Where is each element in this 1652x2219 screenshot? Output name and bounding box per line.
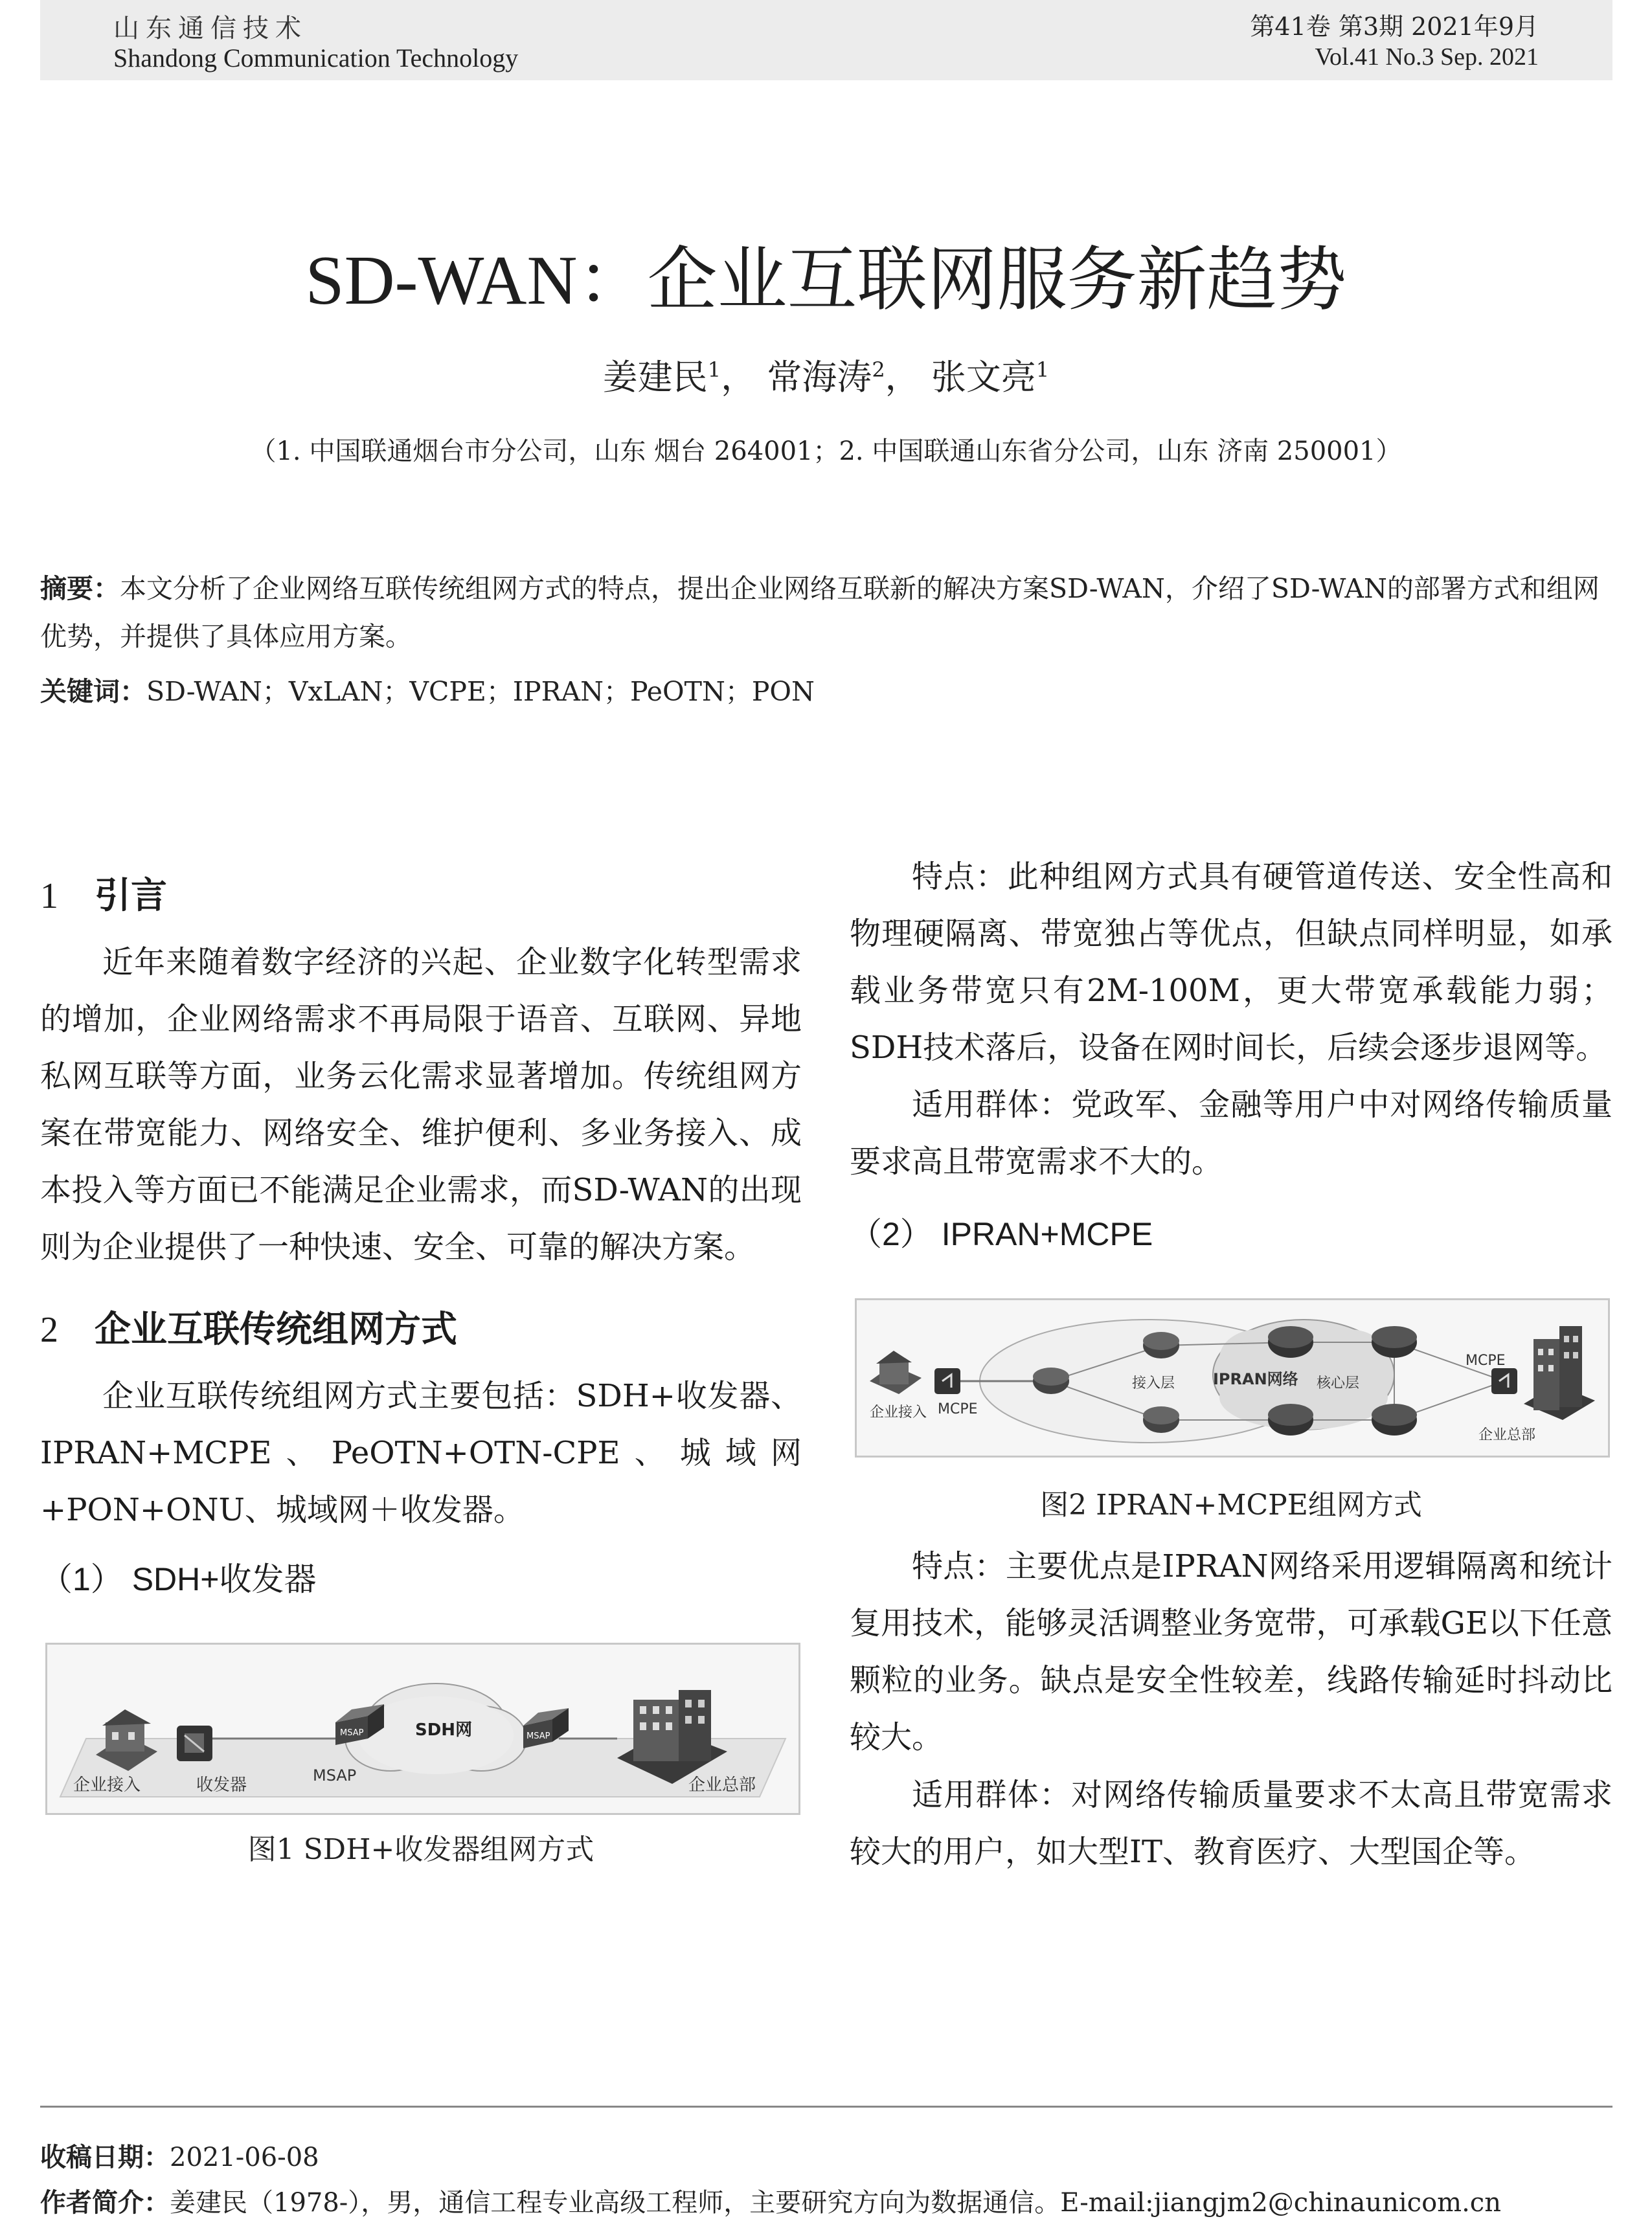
- paragraph: 特点：主要优点是IPRAN网络采用逻辑隔离和统计复用技术，能够灵活调整业务宽带，可承载GE以下任意颗粒的业务。缺点是安全性较差，线路传输延时抖动比较大。: [850, 1548, 1612, 1755]
- figure-2-caption: 图2 IPRAN+MCPE组网方式: [1040, 1489, 1422, 1522]
- author-affil-mark: 1: [1035, 357, 1050, 382]
- router-icon: [1372, 1404, 1417, 1436]
- author-name: 常海涛: [767, 357, 872, 398]
- transceiver-icon: [177, 1726, 212, 1761]
- journal-name-en: Shandong Communication Technology: [113, 43, 519, 73]
- paragraph: 企业互联传统组网方式主要包括：SDH+收发器、IPRAN+MCPE、PeOTN+OTN-CPE、城域网+PON+ONU、城域网＋收发器。: [40, 1378, 802, 1528]
- router-icon: [1372, 1326, 1417, 1358]
- footer-divider: [40, 2106, 1612, 2108]
- author-bio: [40, 2182, 1501, 2219]
- issue-info-en: Vol.41 No.3 Sep. 2021: [1315, 43, 1539, 71]
- fig2-label-ipran-network: IPRAN网络: [1213, 1370, 1298, 1388]
- mcpe-device-icon: [934, 1368, 960, 1394]
- author-separator: ，: [721, 357, 756, 398]
- paper-title: SD-WAN：企业互联网服务新趋势: [305, 242, 1347, 319]
- router-icon: [1033, 1368, 1069, 1394]
- author-list: [0, 350, 1652, 400]
- paragraph: 适用群体：对网络传输质量要求不太高且带宽需求较大的用户，如大型IT、教育医疗、大型国企等。: [850, 1777, 1612, 1870]
- figure-1: [45, 1643, 800, 1815]
- fig2-label-core-layer: 核心层: [1317, 1375, 1360, 1391]
- msap-small-label: MSAP: [526, 1731, 550, 1741]
- msap-small-label: MSAP: [340, 1728, 364, 1738]
- fig1-label-headquarters: 企业总部: [688, 1775, 756, 1795]
- abstract-label: 摘要：: [40, 573, 120, 604]
- author-affil-mark: 1: [707, 357, 721, 382]
- section-number: 2: [40, 1310, 58, 1350]
- bio-label: 作者简介：: [40, 2188, 170, 2218]
- fig1-label-sdh-network: SDH网: [415, 1720, 473, 1740]
- received-label: 收稿日期：: [40, 2143, 170, 2172]
- paragraph: 特点：此种组网方式具有硬管道传送、安全性高和物理硬隔离、带宽独占等优点，但缺点同样明显，如承载业务带宽只有2M-100M，更大带宽承载能力弱；SDH技术落后，设备在网时间长，后续会逐步退网等。: [850, 859, 1612, 1066]
- router-icon: [1268, 1326, 1313, 1358]
- received-date: [40, 2137, 319, 2174]
- section-heading-2: [40, 1301, 802, 1358]
- subsection-heading: （2） IPRAN+MCPE: [850, 1216, 1153, 1252]
- router-icon: [1143, 1406, 1179, 1433]
- abstract-text: 本文分析了企业网络互联传统组网方式的特点，提出企业网络互联新的解决方案SD-WAN，介绍了SD-WAN的部署方式和组网优势，并提供了具体应用方案。: [40, 573, 1600, 652]
- fig2-label-enterprise-access: 企业接入: [870, 1404, 927, 1421]
- fig1-label-transceiver: 收发器: [196, 1775, 247, 1795]
- keywords-text: SD-WAN；VxLAN；VCPE；IPRAN；PeOTN；PON: [146, 676, 815, 707]
- affiliation: （1. 中国联通烟台市分公司，山东 烟台 264001；2. 中国联通山东省分公司，山东 济南 250001）: [250, 436, 1402, 466]
- keywords-label: 关键词：: [40, 676, 146, 707]
- author-separator: ，: [885, 357, 920, 398]
- fig1-label-msap: MSAP: [313, 1766, 357, 1785]
- issue-info-cn: 第41卷 第3期 2021年9月: [1250, 12, 1539, 41]
- section-title: 引言: [95, 875, 167, 917]
- figure-2: [855, 1298, 1610, 1458]
- paragraph: 近年来随着数字经济的兴起、企业数字化转型需求的增加，企业网络需求不再局限于语音、互联网、异地私网互联等方面，业务云化需求显著增加。传统组网方案在带宽能力、网络安全、维护便利、多业务接入、成本投入等方面已不能满足企业需求，而SD-WAN的出现则为企业提供了一种快速、安全、可靠的解决方案。: [40, 944, 802, 1265]
- fig2-label-mcpe-right: MCPE: [1465, 1353, 1506, 1369]
- section-title: 企业互联传统组网方式: [95, 1309, 457, 1351]
- router-icon: [1143, 1332, 1179, 1358]
- bio-text: 姜建民（1978-），男，通信工程专业高级工程师，主要研究方向为数据通信。E-mail:jiangjm2@chinaunicom.cn: [170, 2188, 1501, 2218]
- router-icon: [1268, 1404, 1313, 1436]
- author-name: 张文亮: [931, 357, 1036, 398]
- keywords: [40, 668, 1612, 715]
- received-value: 2021-06-08: [170, 2143, 319, 2172]
- author-affil-mark: 2: [872, 357, 885, 382]
- abstract: [40, 565, 1612, 660]
- mcpe-device-icon: [1491, 1368, 1517, 1394]
- section-number: 1: [40, 876, 58, 916]
- author-name: 姜建民: [602, 357, 708, 398]
- fig1-label-enterprise-access: 企业接入: [73, 1775, 141, 1795]
- figure-1-caption: 图1 SDH+收发器组网方式: [247, 1833, 594, 1866]
- fig2-label-access-layer: 接入层: [1132, 1375, 1175, 1391]
- subsection-heading: （1） SDH+收发器: [40, 1561, 317, 1597]
- section-heading-1: [40, 868, 802, 925]
- fig2-label-headquarters: 企业总部: [1478, 1427, 1536, 1443]
- fig2-label-mcpe-left: MCPE: [938, 1401, 978, 1417]
- journal-name-cn: 山东通信技术: [113, 14, 308, 43]
- paragraph: 适用群体：党政军、金融等用户中对网络传输质量要求高且带宽需求不大的。: [850, 1087, 1612, 1180]
